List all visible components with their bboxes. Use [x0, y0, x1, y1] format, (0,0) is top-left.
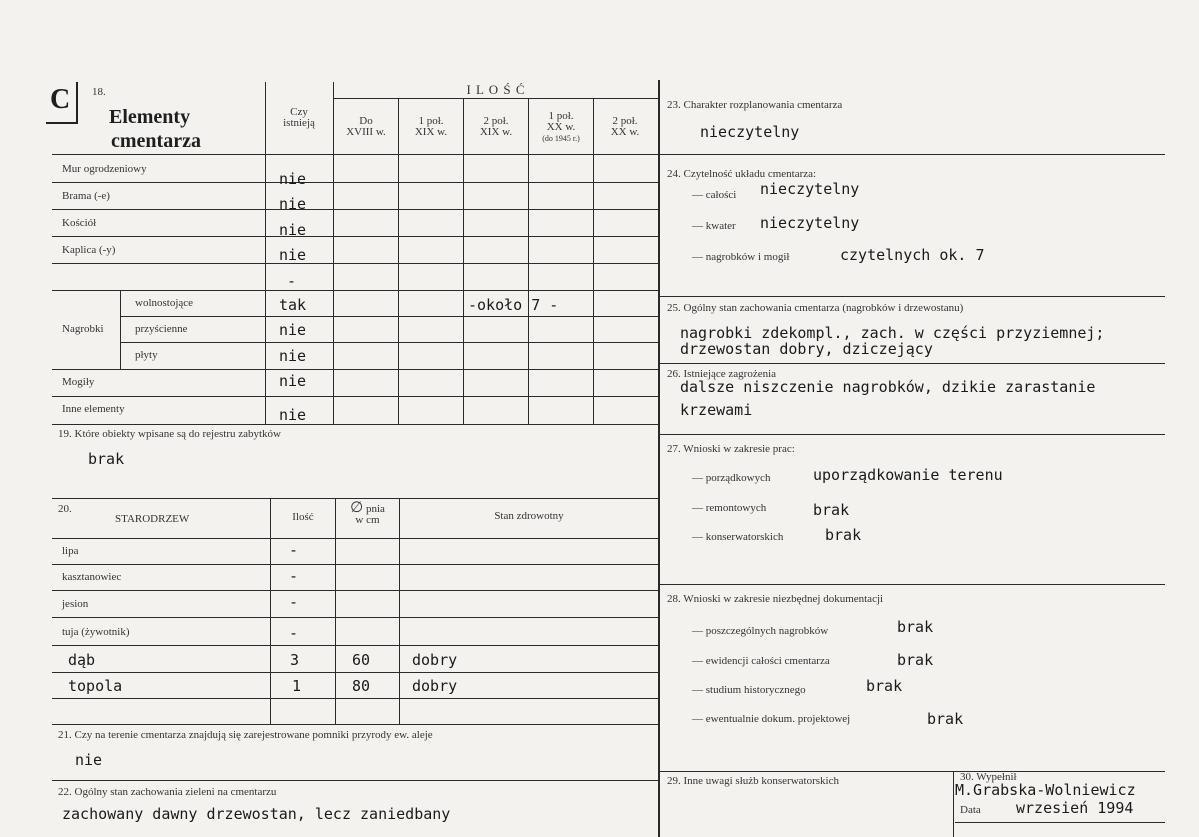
section-28-studium-value: brak	[866, 677, 903, 695]
nagrobki-label: Nagrobki	[62, 323, 104, 335]
section-30-date: wrzesień 1994	[1016, 799, 1134, 817]
section-20-number: 20.	[58, 503, 72, 515]
mogily-label: Mogiły	[62, 376, 95, 388]
section-25-line1: nagrobki zdekompl., zach. w części przyziemnej;	[680, 324, 1105, 342]
section-19-value: brak	[88, 450, 125, 468]
section-19-label: 19. Które obiekty wpisane są do rejestru zabytków	[58, 428, 281, 440]
col-header-stan: Stan zdrowotny	[494, 510, 564, 522]
section-28-label: 28. Wnioski w zakresie niezbędnej dokumentacji	[667, 593, 884, 605]
section-22-label: 22. Ogólny stan zachowania zieleni na cmentarzu	[58, 786, 277, 798]
section-25-line2: drzewostan dobry, dziczejący	[680, 340, 933, 358]
section-23-value: nieczytelny	[700, 123, 800, 141]
row-value-empty: -	[287, 272, 297, 290]
section-25-label: 25. Ogólny stan zachowania cmentarza (nagrobków i drzewostanu)	[667, 302, 964, 314]
tree-row-topola-stan: dobry	[412, 677, 458, 695]
mogily-value: nie	[279, 372, 307, 390]
col-header-period-2: 1 poł. XIX w.	[414, 115, 448, 138]
section-letter: C	[50, 84, 71, 115]
section-28-ewidencji-label: — ewidencji całości cmentarza	[692, 655, 830, 667]
col-header-starodrzew: STARODRZEW	[115, 513, 190, 525]
section-28-ewidencji-value: brak	[897, 651, 934, 669]
row-value-kosciol: nie	[279, 221, 307, 239]
nagrobki-wolnostojace-value: tak	[279, 296, 307, 314]
tree-row-jesion-ilosc: -	[289, 593, 299, 611]
nagrobki-wolnostojace-label: wolnostojące	[135, 297, 194, 309]
col-header-period-4: 1 poł. XX w. (do 1945 r.)	[542, 110, 580, 143]
tree-row-dab: dąb	[68, 651, 96, 669]
row-value-kaplica: nie	[279, 246, 307, 264]
nagrobki-plyty-value: nie	[279, 347, 307, 365]
section-27-remontowych-label: — remontowych	[692, 502, 767, 514]
nagrobki-przyscienne-value: nie	[279, 321, 307, 339]
section-18-title-line2: cmentarza	[111, 130, 201, 152]
section-24-calosci-label: — całości	[692, 189, 737, 201]
section-24-nagrobkow-value: czytelnych ok. 7	[840, 246, 985, 264]
section-26-line2: krzewami	[680, 401, 753, 419]
tree-row-tuja: tuja (żywotnik)	[62, 626, 130, 638]
section-28-nagrobkow-label: — poszczególnych nagrobków	[692, 625, 829, 637]
row-label-mur: Mur ogrodzeniowy	[62, 163, 147, 175]
row-label-brama: Brama (-e)	[62, 190, 110, 202]
section-23-label: 23. Charakter rozplanowania cmentarza	[667, 99, 843, 111]
row-value-brama: nie	[279, 195, 307, 213]
section-27-label: 27. Wnioski w zakresie prac:	[667, 443, 795, 455]
section-24-kwater-label: — kwater	[692, 220, 736, 232]
section-30-data-label: Data	[960, 804, 981, 816]
row-label-kosciol: Kościół	[62, 217, 97, 229]
section-30-name: M.Grabska-Wolniewicz	[955, 781, 1136, 799]
nagrobki-plyty-label: płyty	[135, 349, 158, 361]
section-24-calosci-value: nieczytelny	[760, 180, 860, 198]
tree-row-dab-stan: dobry	[412, 651, 458, 669]
col-header-period-3: 2 poł. XIX w.	[479, 115, 513, 138]
tree-row-lipa-ilosc: -	[289, 541, 299, 559]
tree-row-kasztanowiec: kasztanowiec	[62, 571, 122, 583]
section-21-label: 21. Czy na terenie cmentarza znajdują się zarejestrowane pomniki przyrody ew. aleje	[58, 729, 433, 741]
tree-row-topola-ilosc: 1	[292, 677, 302, 695]
col-header-ilosc-trees: Ilość	[292, 511, 314, 523]
tree-row-dab-pnia: 60	[352, 651, 371, 669]
section-26-label: 26. Istniejące zagrożenia	[667, 368, 777, 380]
col-header-pnia: ∅ pnia w cm	[350, 500, 385, 526]
section-29-label: 29. Inne uwagi służb konserwatorskich	[667, 775, 839, 787]
section-28-studium-label: — studium historycznego	[692, 684, 806, 696]
col-header-ilosc: I L O Ś Ć	[466, 82, 526, 97]
tree-row-dab-ilosc: 3	[290, 651, 300, 669]
section-18-title-line1: Elementy	[109, 106, 191, 128]
section-21-value: nie	[75, 751, 103, 769]
section-27-konserwatorskich-value: brak	[825, 526, 862, 544]
tree-row-topola: topola	[68, 677, 123, 695]
section-28-nagrobkow-value: brak	[897, 618, 934, 636]
col-header-czy: Czy istnieją	[283, 106, 315, 129]
tree-row-jesion: jesion	[62, 598, 89, 610]
section-28-projektowej-label: — ewentualnie dokum. projektowej	[692, 713, 851, 725]
section-30-label: 30. Wypełnił	[960, 771, 1017, 783]
tree-row-topola-pnia: 80	[352, 677, 371, 695]
section-24-label: 24. Czytelność układu cmentarza:	[667, 168, 817, 180]
section-24-kwater-value: nieczytelny	[760, 214, 860, 232]
section-28-projektowej-value: brak	[927, 710, 964, 728]
section-27-porzadkowych-label: — porządkowych	[692, 472, 771, 484]
section-27-porzadkowych-value: uporządkowanie terenu	[813, 466, 1003, 484]
inne-value: nie	[279, 406, 307, 424]
diameter-symbol: ∅	[350, 500, 364, 516]
row-label-kaplica: Kaplica (-y)	[62, 244, 116, 256]
tree-row-tuja-ilosc: -	[289, 624, 299, 642]
section-18-number: 18.	[92, 86, 106, 98]
inne-label: Inne elementy	[62, 403, 125, 415]
section-27-konserwatorskich-label: — konserwatorskich	[692, 531, 784, 543]
section-22-value: zachowany dawny drzewostan, lecz zaniedbany	[62, 805, 451, 823]
tree-row-kasztanowiec-ilosc: -	[289, 567, 299, 585]
section-24-nagrobkow-label: — nagrobków i mogił	[692, 251, 790, 263]
col-header-period-5: 2 poł. XX w.	[610, 115, 640, 138]
row-value-mur: nie	[279, 170, 307, 188]
section-26-line1: dalsze niszczenie nagrobków, dzikie zarastanie	[680, 378, 1096, 396]
nagrobki-wolnostojace-amount: -około 7 -	[468, 296, 559, 314]
nagrobki-przyscienne-label: przyścienne	[135, 323, 188, 335]
tree-row-lipa: lipa	[62, 545, 79, 557]
col-header-period-1: Do XVIII w.	[346, 115, 386, 138]
section-27-remontowych-value: brak	[813, 501, 850, 519]
